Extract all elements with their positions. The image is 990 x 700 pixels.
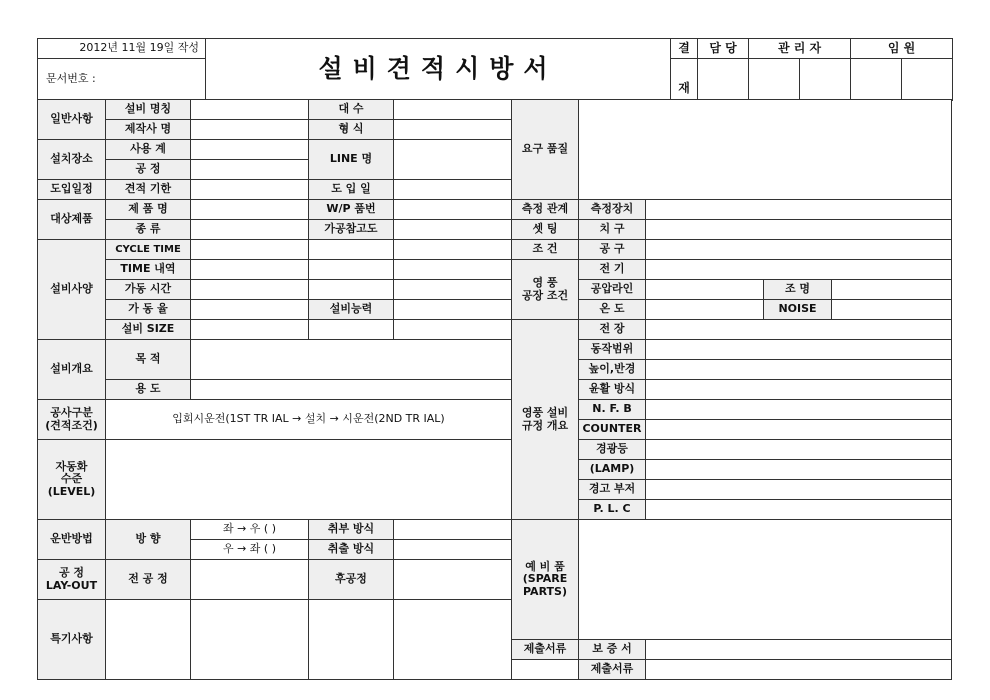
utility-line2: 공장 조건 — [521, 288, 569, 302]
field-temperature[interactable] — [646, 300, 764, 320]
label-product-name: 제 품 명 — [106, 200, 191, 220]
automation-line1: 자동화 — [55, 459, 88, 473]
work-type-line2: (견적조건) — [45, 418, 98, 432]
label-process: 공 정 — [106, 160, 191, 180]
label-reg-nfb: N. F. B — [579, 400, 646, 420]
sign-box-2[interactable] — [749, 59, 800, 101]
field-equip-size[interactable] — [191, 320, 309, 340]
regulation-line1: 영풍 설비 — [521, 405, 569, 419]
option-right-to-left[interactable]: 우 → 좌 ( ) — [191, 540, 309, 560]
role-executive: 임 원 — [851, 39, 953, 59]
field-work-type: 입회시운전(1ST TR IAL → 설치 → 시운전(2ND TR IAL) — [106, 400, 512, 440]
group-general: 일반사항 — [38, 100, 106, 140]
field-reg-lamp[interactable] — [646, 460, 952, 480]
group-layout — [38, 560, 106, 600]
field-user[interactable] — [191, 140, 309, 160]
group-transport: 운반방법 — [38, 520, 106, 560]
label-cycle-time: CYCLE TIME — [106, 240, 191, 260]
field-loading[interactable] — [394, 520, 512, 540]
doc-number-label: 문서번호 : — [38, 59, 206, 101]
field-drawing[interactable] — [394, 220, 512, 240]
label-tool: 공 구 — [579, 240, 646, 260]
label-drawing: 가공참고도 — [309, 220, 394, 240]
field-spec-extra-8[interactable] — [394, 320, 512, 340]
page-title: 설비견적시방서 — [206, 39, 671, 101]
field-warranty[interactable] — [646, 640, 952, 660]
group-location: 설치장소 — [38, 140, 106, 180]
spare-line3: PARTS) — [523, 584, 567, 598]
label-purpose: 목 적 — [106, 340, 191, 380]
field-spec-extra-6[interactable] — [394, 280, 512, 300]
approval-label-bottom: 재 — [671, 59, 698, 101]
field-tool[interactable] — [646, 240, 952, 260]
label-reg-motion: 동작범위 — [579, 340, 646, 360]
field-kind[interactable] — [191, 220, 309, 240]
field-remarks-3[interactable] — [309, 600, 394, 680]
document-header — [37, 38, 953, 101]
utility-line1: 영 풍 — [532, 275, 558, 289]
field-utilization[interactable] — [191, 300, 309, 320]
field-next-process[interactable] — [394, 560, 512, 600]
field-operating-time[interactable] — [191, 280, 309, 300]
sign-box-4[interactable] — [851, 59, 902, 101]
work-type-line1: 공사구분 — [50, 405, 93, 419]
field-capacity[interactable] — [394, 300, 512, 320]
field-reg-electrical[interactable] — [646, 320, 952, 340]
spare-line1: 예 비 품 — [525, 559, 565, 573]
automation-line2: 수준 — [60, 472, 83, 486]
label-temperature: 온 도 — [579, 300, 646, 320]
label-wp-part-no: W/P 품번 — [309, 200, 394, 220]
field-jig[interactable] — [646, 220, 952, 240]
field-reg-plc[interactable] — [646, 500, 952, 520]
group-work-type — [38, 400, 106, 440]
field-submit-docs[interactable] — [646, 660, 952, 680]
field-line-name[interactable] — [394, 140, 512, 180]
field-purpose[interactable] — [191, 340, 512, 380]
field-unloading[interactable] — [394, 540, 512, 560]
label-noise: NOISE — [764, 300, 832, 320]
label-equip-name: 설비 명칭 — [106, 100, 191, 120]
sign-box-1[interactable] — [698, 59, 749, 101]
sign-box-3[interactable] — [800, 59, 851, 101]
field-maker[interactable] — [191, 120, 309, 140]
field-measure-device[interactable] — [646, 200, 952, 220]
field-cycle-time[interactable] — [191, 240, 309, 260]
label-capacity: 설비능력 — [309, 300, 394, 320]
label-reg-electrical: 전 장 — [579, 320, 646, 340]
group-utility — [512, 260, 579, 320]
field-lighting[interactable] — [832, 280, 952, 300]
field-remarks-2[interactable] — [191, 600, 309, 680]
label-reg-height: 높이,반경 — [579, 360, 646, 380]
field-spec-extra-1[interactable] — [309, 240, 394, 260]
setting-line1: 셋 팅 — [512, 220, 579, 240]
label-model: 형 식 — [309, 120, 394, 140]
field-spec-extra-2[interactable] — [394, 240, 512, 260]
date-written: 2012년 11월 19일 작성 — [38, 39, 206, 59]
approval-label-top: 결 — [671, 39, 698, 59]
group-automation — [38, 440, 106, 520]
field-reg-counter[interactable] — [646, 420, 952, 440]
field-spare-parts[interactable] — [579, 520, 952, 640]
field-spec-extra-7[interactable] — [309, 320, 394, 340]
field-wp-part-no[interactable] — [394, 200, 512, 220]
field-product-name[interactable] — [191, 200, 309, 220]
label-utilization: 가 동 율 — [106, 300, 191, 320]
group-regulation — [512, 320, 579, 520]
label-warranty: 보 증 서 — [579, 640, 646, 660]
label-measure-device: 측정장치 — [579, 200, 646, 220]
option-left-to-right[interactable]: 좌 → 우 ( ) — [191, 520, 309, 540]
field-model[interactable] — [394, 120, 512, 140]
regulation-line2: 규정 개요 — [521, 418, 569, 432]
label-loading: 취부 방식 — [309, 520, 394, 540]
role-manager: 담 당 — [698, 39, 749, 59]
label-reg-buzzer: 경고 부저 — [579, 480, 646, 500]
sign-box-5[interactable] — [902, 59, 953, 101]
field-qty[interactable] — [394, 100, 512, 120]
label-electric: 전 기 — [579, 260, 646, 280]
group-quality: 요구 품질 — [512, 100, 579, 200]
field-reg-beacon[interactable] — [646, 440, 952, 460]
automation-line3: (LEVEL) — [47, 484, 96, 498]
field-reg-nfb[interactable] — [646, 400, 952, 420]
label-submit-docs: 제출서류 — [579, 660, 646, 680]
label-unloading: 취출 방식 — [309, 540, 394, 560]
field-automation[interactable] — [106, 440, 512, 520]
label-usage: 용 도 — [106, 380, 191, 400]
submit-blank — [512, 660, 579, 680]
label-reg-lubrication: 윤활 방식 — [579, 380, 646, 400]
field-spec-extra-3[interactable] — [309, 260, 394, 280]
field-intro-date[interactable] — [394, 180, 512, 200]
group-submit: 제출서류 — [512, 640, 579, 660]
group-spec: 설비사양 — [38, 240, 106, 340]
field-usage[interactable] — [191, 380, 512, 400]
group-measure: 측정 관계 — [512, 200, 579, 220]
field-time-detail[interactable] — [191, 260, 309, 280]
field-equip-name[interactable] — [191, 100, 309, 120]
field-prev-process[interactable] — [191, 560, 309, 600]
label-reg-lamp: (LAMP) — [579, 460, 646, 480]
field-quality[interactable] — [579, 100, 952, 200]
label-equip-size: 설비 SIZE — [106, 320, 191, 340]
field-noise[interactable] — [832, 300, 952, 320]
group-product: 대상제품 — [38, 200, 106, 240]
field-process[interactable] — [191, 160, 309, 180]
role-supervisor: 관 리 자 — [749, 39, 851, 59]
estimate-spec-sheet — [37, 38, 951, 676]
field-spec-extra-4[interactable] — [394, 260, 512, 280]
field-air-line[interactable] — [646, 280, 764, 300]
label-reg-plc: P. L. C — [579, 500, 646, 520]
field-reg-lubrication[interactable] — [646, 380, 952, 400]
spec-table — [37, 99, 952, 680]
group-schedule: 도입일정 — [38, 180, 106, 200]
label-jig: 치 구 — [579, 220, 646, 240]
label-reg-beacon: 경광등 — [579, 440, 646, 460]
field-reg-height[interactable] — [646, 360, 952, 380]
field-electric[interactable] — [646, 260, 952, 280]
layout-line1: 공 정 — [58, 565, 85, 579]
label-lighting: 조 명 — [764, 280, 832, 300]
field-remarks-4[interactable] — [394, 600, 512, 680]
field-reg-buzzer[interactable] — [646, 480, 952, 500]
label-direction: 방 향 — [106, 520, 191, 560]
spare-line2: (SPARE — [522, 572, 568, 586]
group-overview: 설비개요 — [38, 340, 106, 400]
label-maker: 제작사 명 — [106, 120, 191, 140]
label-intro-date: 도 입 일 — [309, 180, 394, 200]
label-operating-time: 가동 시간 — [106, 280, 191, 300]
label-user: 사용 계 — [106, 140, 191, 160]
group-spare-parts — [512, 520, 579, 640]
field-quote-deadline[interactable] — [191, 180, 309, 200]
label-quote-deadline: 견적 기한 — [106, 180, 191, 200]
label-kind: 종 류 — [106, 220, 191, 240]
label-air-line: 공압라인 — [579, 280, 646, 300]
label-prev-process: 전 공 정 — [106, 560, 191, 600]
label-line-name: LINE 명 — [309, 140, 394, 180]
label-time-detail: TIME 내역 — [106, 260, 191, 280]
setting-line2: 조 건 — [512, 240, 579, 260]
layout-line2: LAY-OUT — [45, 578, 98, 592]
label-qty: 대 수 — [309, 100, 394, 120]
field-remarks-1[interactable] — [106, 600, 191, 680]
group-remarks: 특기사항 — [38, 600, 106, 680]
label-reg-counter: COUNTER — [579, 420, 646, 440]
field-reg-motion[interactable] — [646, 340, 952, 360]
label-next-process: 후공정 — [309, 560, 394, 600]
field-spec-extra-5[interactable] — [309, 280, 394, 300]
